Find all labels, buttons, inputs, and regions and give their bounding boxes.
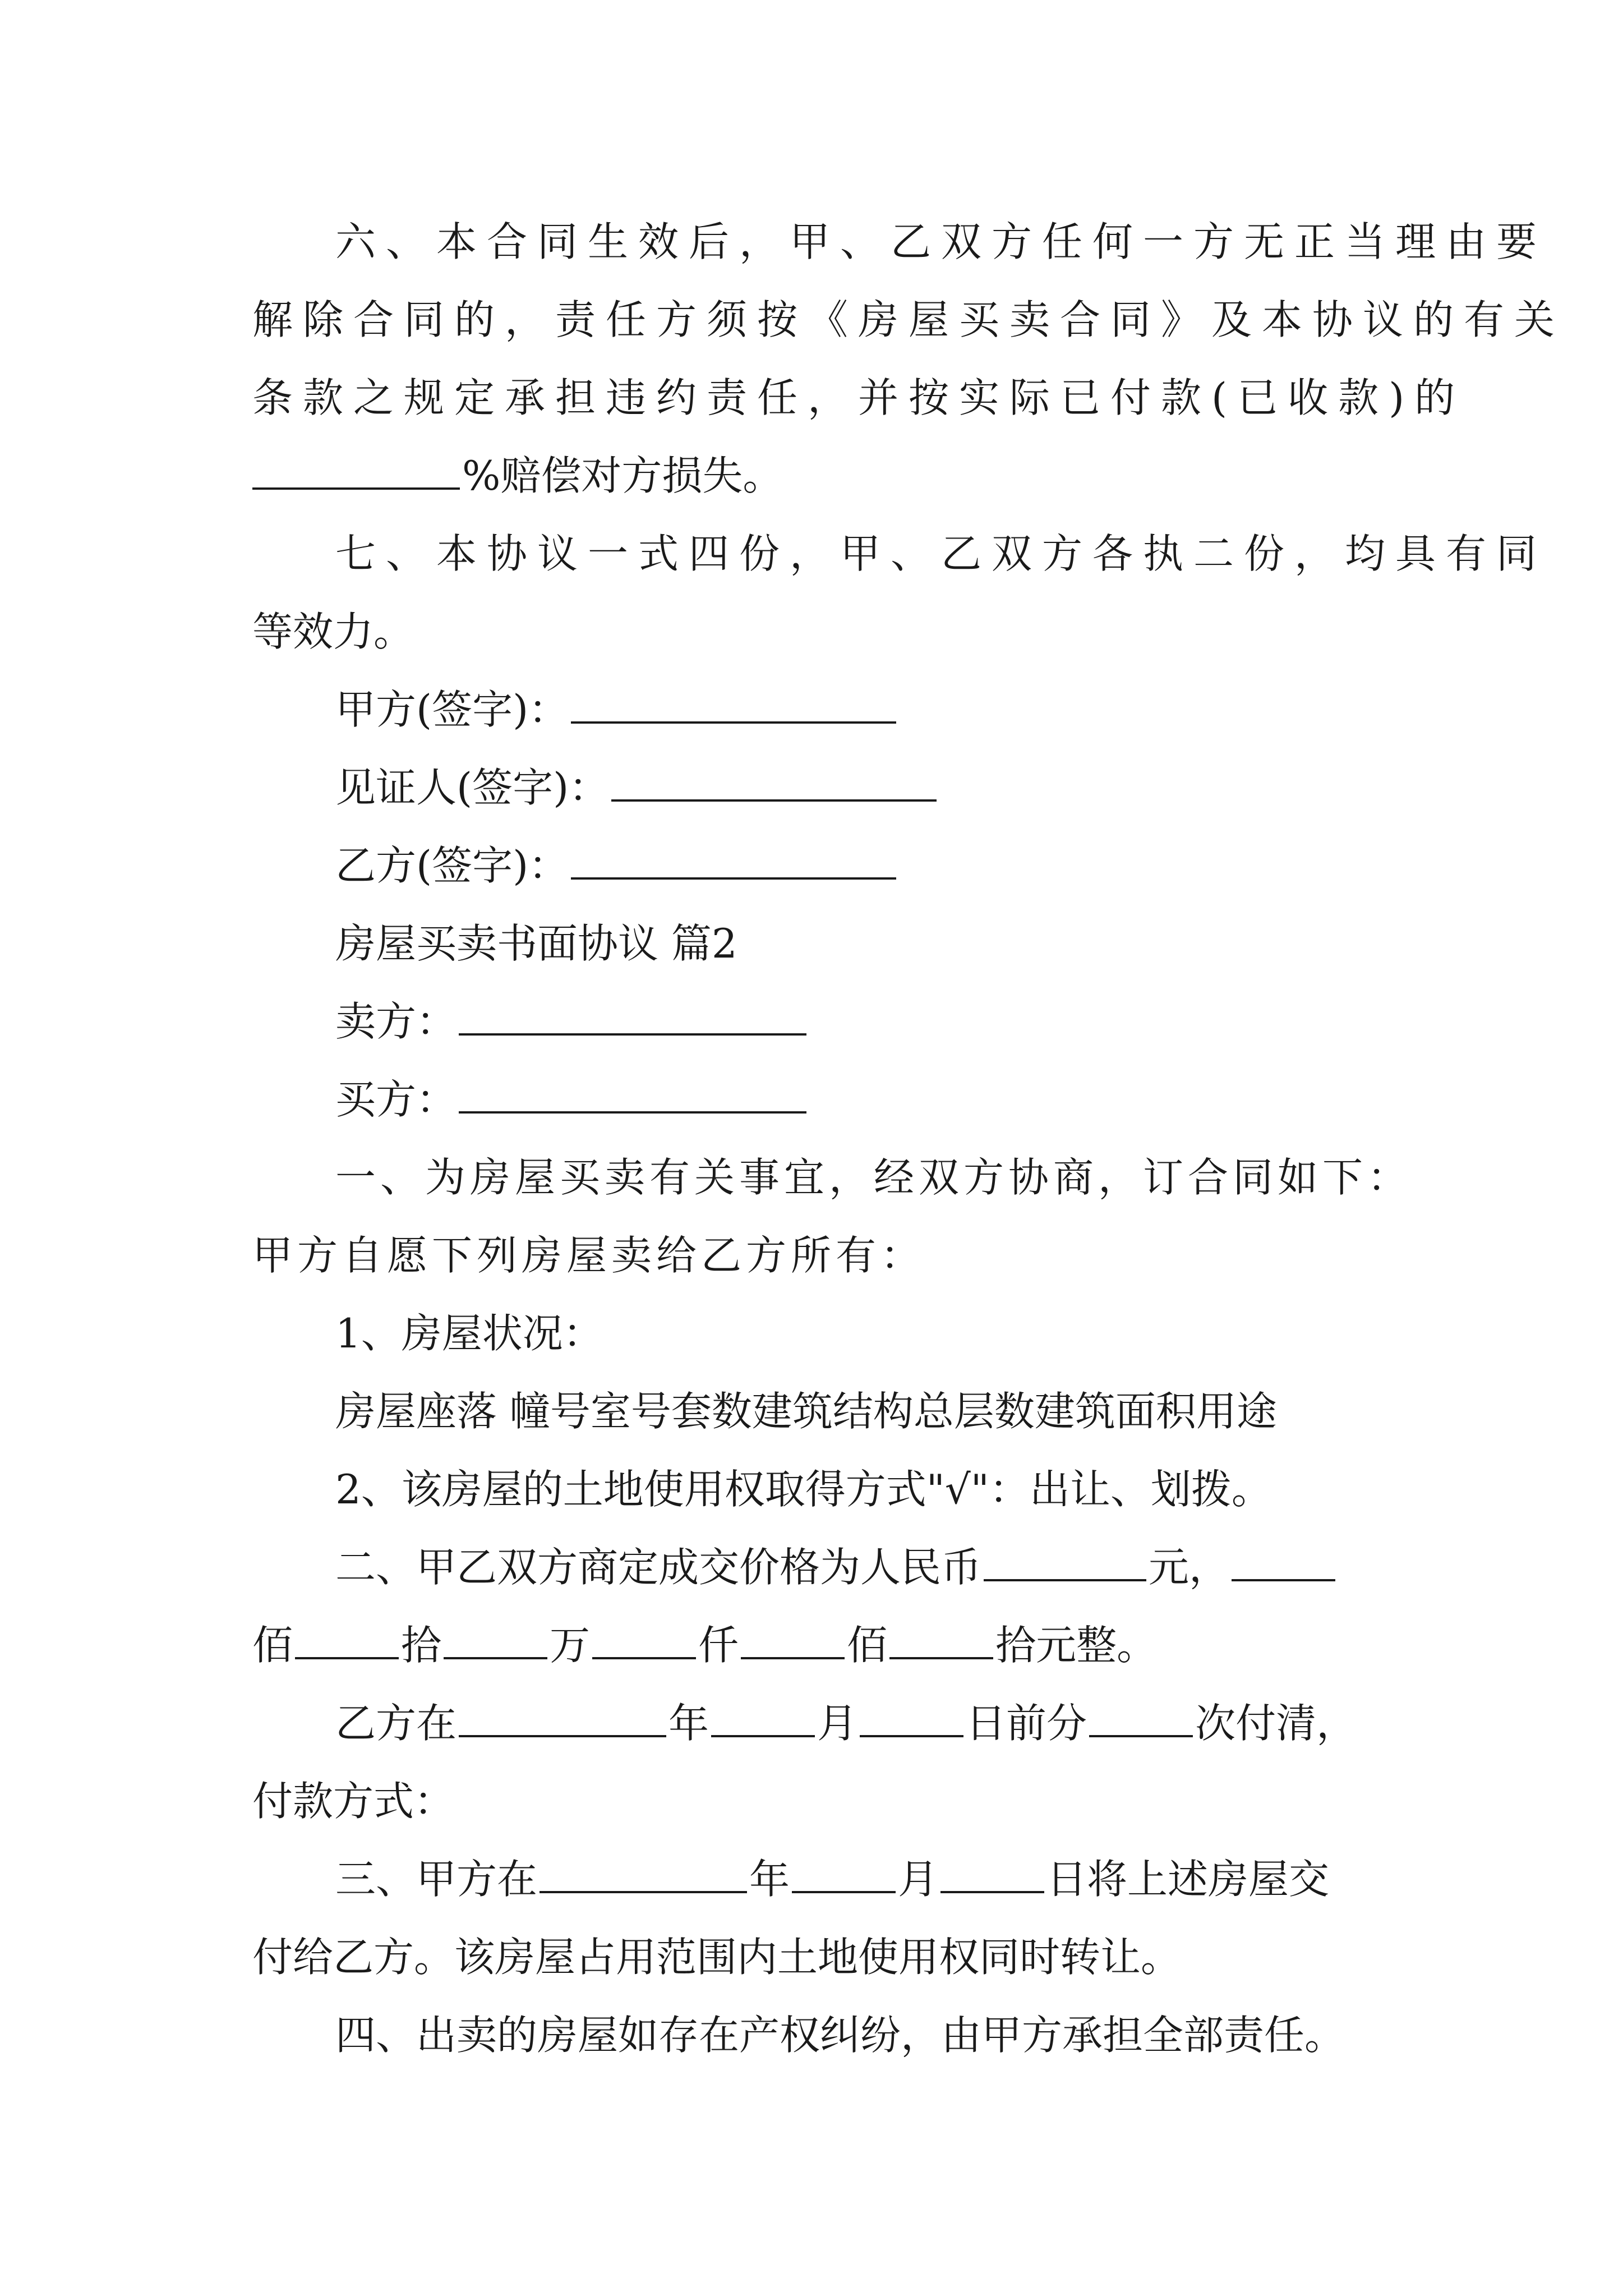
- witness-signature-label: 见证人(签字)：: [335, 764, 610, 811]
- hundred-million-blank[interactable]: [1232, 1543, 1335, 1581]
- para6-line4: [252, 450, 783, 501]
- payment-day-label: 日前分: [966, 1700, 1087, 1747]
- para6-line4-text: %赔偿对方损失。: [462, 452, 783, 499]
- party-b-signature-line: [335, 840, 898, 891]
- payment-month-blank[interactable]: [711, 1699, 815, 1737]
- price-amount-blank[interactable]: [984, 1543, 1146, 1581]
- para7-line1: 七、本协议一式四份，甲、乙双方各执二份，均具有同: [335, 530, 1547, 577]
- clause1-line2: 甲方自愿下列房屋卖给乙方所有：: [252, 1232, 926, 1279]
- seller-line: [335, 996, 809, 1047]
- para7-line2: 等效力。: [252, 608, 414, 655]
- party-a-signature-label: 甲方(签字)：: [335, 686, 569, 733]
- clause1-fields: 房屋座落 幢号室号套数建筑结构总层数建筑面积用途: [335, 1388, 1277, 1435]
- payment-times-blank[interactable]: [1089, 1699, 1193, 1737]
- payment-line: [335, 1698, 1357, 1749]
- para6-line1: 六、本合同生效后，甲、乙双方任何一方无正当理由要: [335, 218, 1547, 265]
- delivery-day-blank[interactable]: [940, 1855, 1044, 1893]
- ten-blank[interactable]: [889, 1621, 993, 1659]
- delivery-month-label: 月: [898, 1856, 939, 1903]
- hundred-blank[interactable]: [741, 1621, 845, 1659]
- million-blank[interactable]: [444, 1621, 547, 1659]
- delivery-end-label: 日将上述房屋交: [1046, 1856, 1330, 1903]
- payment-day-blank[interactable]: [860, 1699, 963, 1737]
- clause3-line1: [335, 1854, 1329, 1904]
- clause2-price-text: 二、甲乙双方商定成交价格为人民币: [335, 1544, 982, 1591]
- payment-method: 付款方式：: [252, 1778, 455, 1825]
- party-a-signature-blank[interactable]: [571, 685, 896, 724]
- witness-signature-blank[interactable]: [611, 763, 937, 802]
- payment-year-blank[interactable]: [459, 1699, 666, 1737]
- clause3-text: 三、甲方在: [335, 1856, 538, 1903]
- unit-end: 拾元整。: [995, 1622, 1158, 1669]
- para6-line2: 解除合同的，责任方须按《房屋买卖合同》及本协议的有关: [252, 296, 1565, 343]
- unit-bai: 佰: [252, 1622, 293, 1669]
- payment-text: 乙方在: [335, 1700, 457, 1747]
- witness-signature-line: [335, 762, 939, 813]
- clause2-line1: [335, 1542, 1338, 1593]
- seller-label: 卖方：: [335, 998, 457, 1045]
- clause1-item2: 2、该房屋的土地使用权取得方式"√"：出让、划拨。: [335, 1466, 1272, 1513]
- thousand-blank[interactable]: [592, 1621, 696, 1659]
- party-a-signature-line: [335, 684, 898, 735]
- party-b-signature-blank[interactable]: [571, 841, 896, 880]
- payment-year-label: 年: [668, 1700, 709, 1747]
- para6-line3: 条款之规定承担违约责任，并按实际已付款(已收款)的: [252, 374, 1465, 421]
- compensation-percent-blank[interactable]: [252, 452, 460, 490]
- clause4-line1: 四、出卖的房屋如存在产权纠纷，由甲方承担全部责任。: [335, 2012, 1345, 2059]
- unit-shi: 拾: [401, 1622, 442, 1669]
- clause3-line2: 付给乙方。该房屋占用范围内土地使用权同时转让。: [252, 1934, 1182, 1981]
- buyer-line: [335, 1074, 809, 1125]
- party-b-signature-label: 乙方(签字)：: [335, 842, 569, 889]
- section-title: 房屋买卖书面协议 篇2: [335, 920, 737, 967]
- clause2-line2: [252, 1620, 1157, 1671]
- buyer-label: 买方：: [335, 1076, 457, 1123]
- unit-qian: 仟: [698, 1622, 739, 1669]
- unit-wan: 万: [550, 1622, 591, 1669]
- delivery-month-blank[interactable]: [792, 1855, 896, 1893]
- buyer-blank[interactable]: [459, 1075, 806, 1114]
- delivery-year-label: 年: [749, 1856, 790, 1903]
- clause1-line1: 一、为房屋买卖有关事宜，经双方协商，订合同如下：: [335, 1154, 1413, 1201]
- ten-million-blank[interactable]: [295, 1621, 399, 1659]
- payment-end-label: 次付清，: [1195, 1700, 1357, 1747]
- clause1-item1: 1、房屋状况：: [335, 1310, 603, 1357]
- delivery-year-blank[interactable]: [540, 1855, 747, 1893]
- payment-month-label: 月: [817, 1700, 858, 1747]
- yuan-label: 元，: [1149, 1544, 1230, 1591]
- seller-blank[interactable]: [459, 997, 806, 1036]
- unit-bai2: 佰: [847, 1622, 888, 1669]
